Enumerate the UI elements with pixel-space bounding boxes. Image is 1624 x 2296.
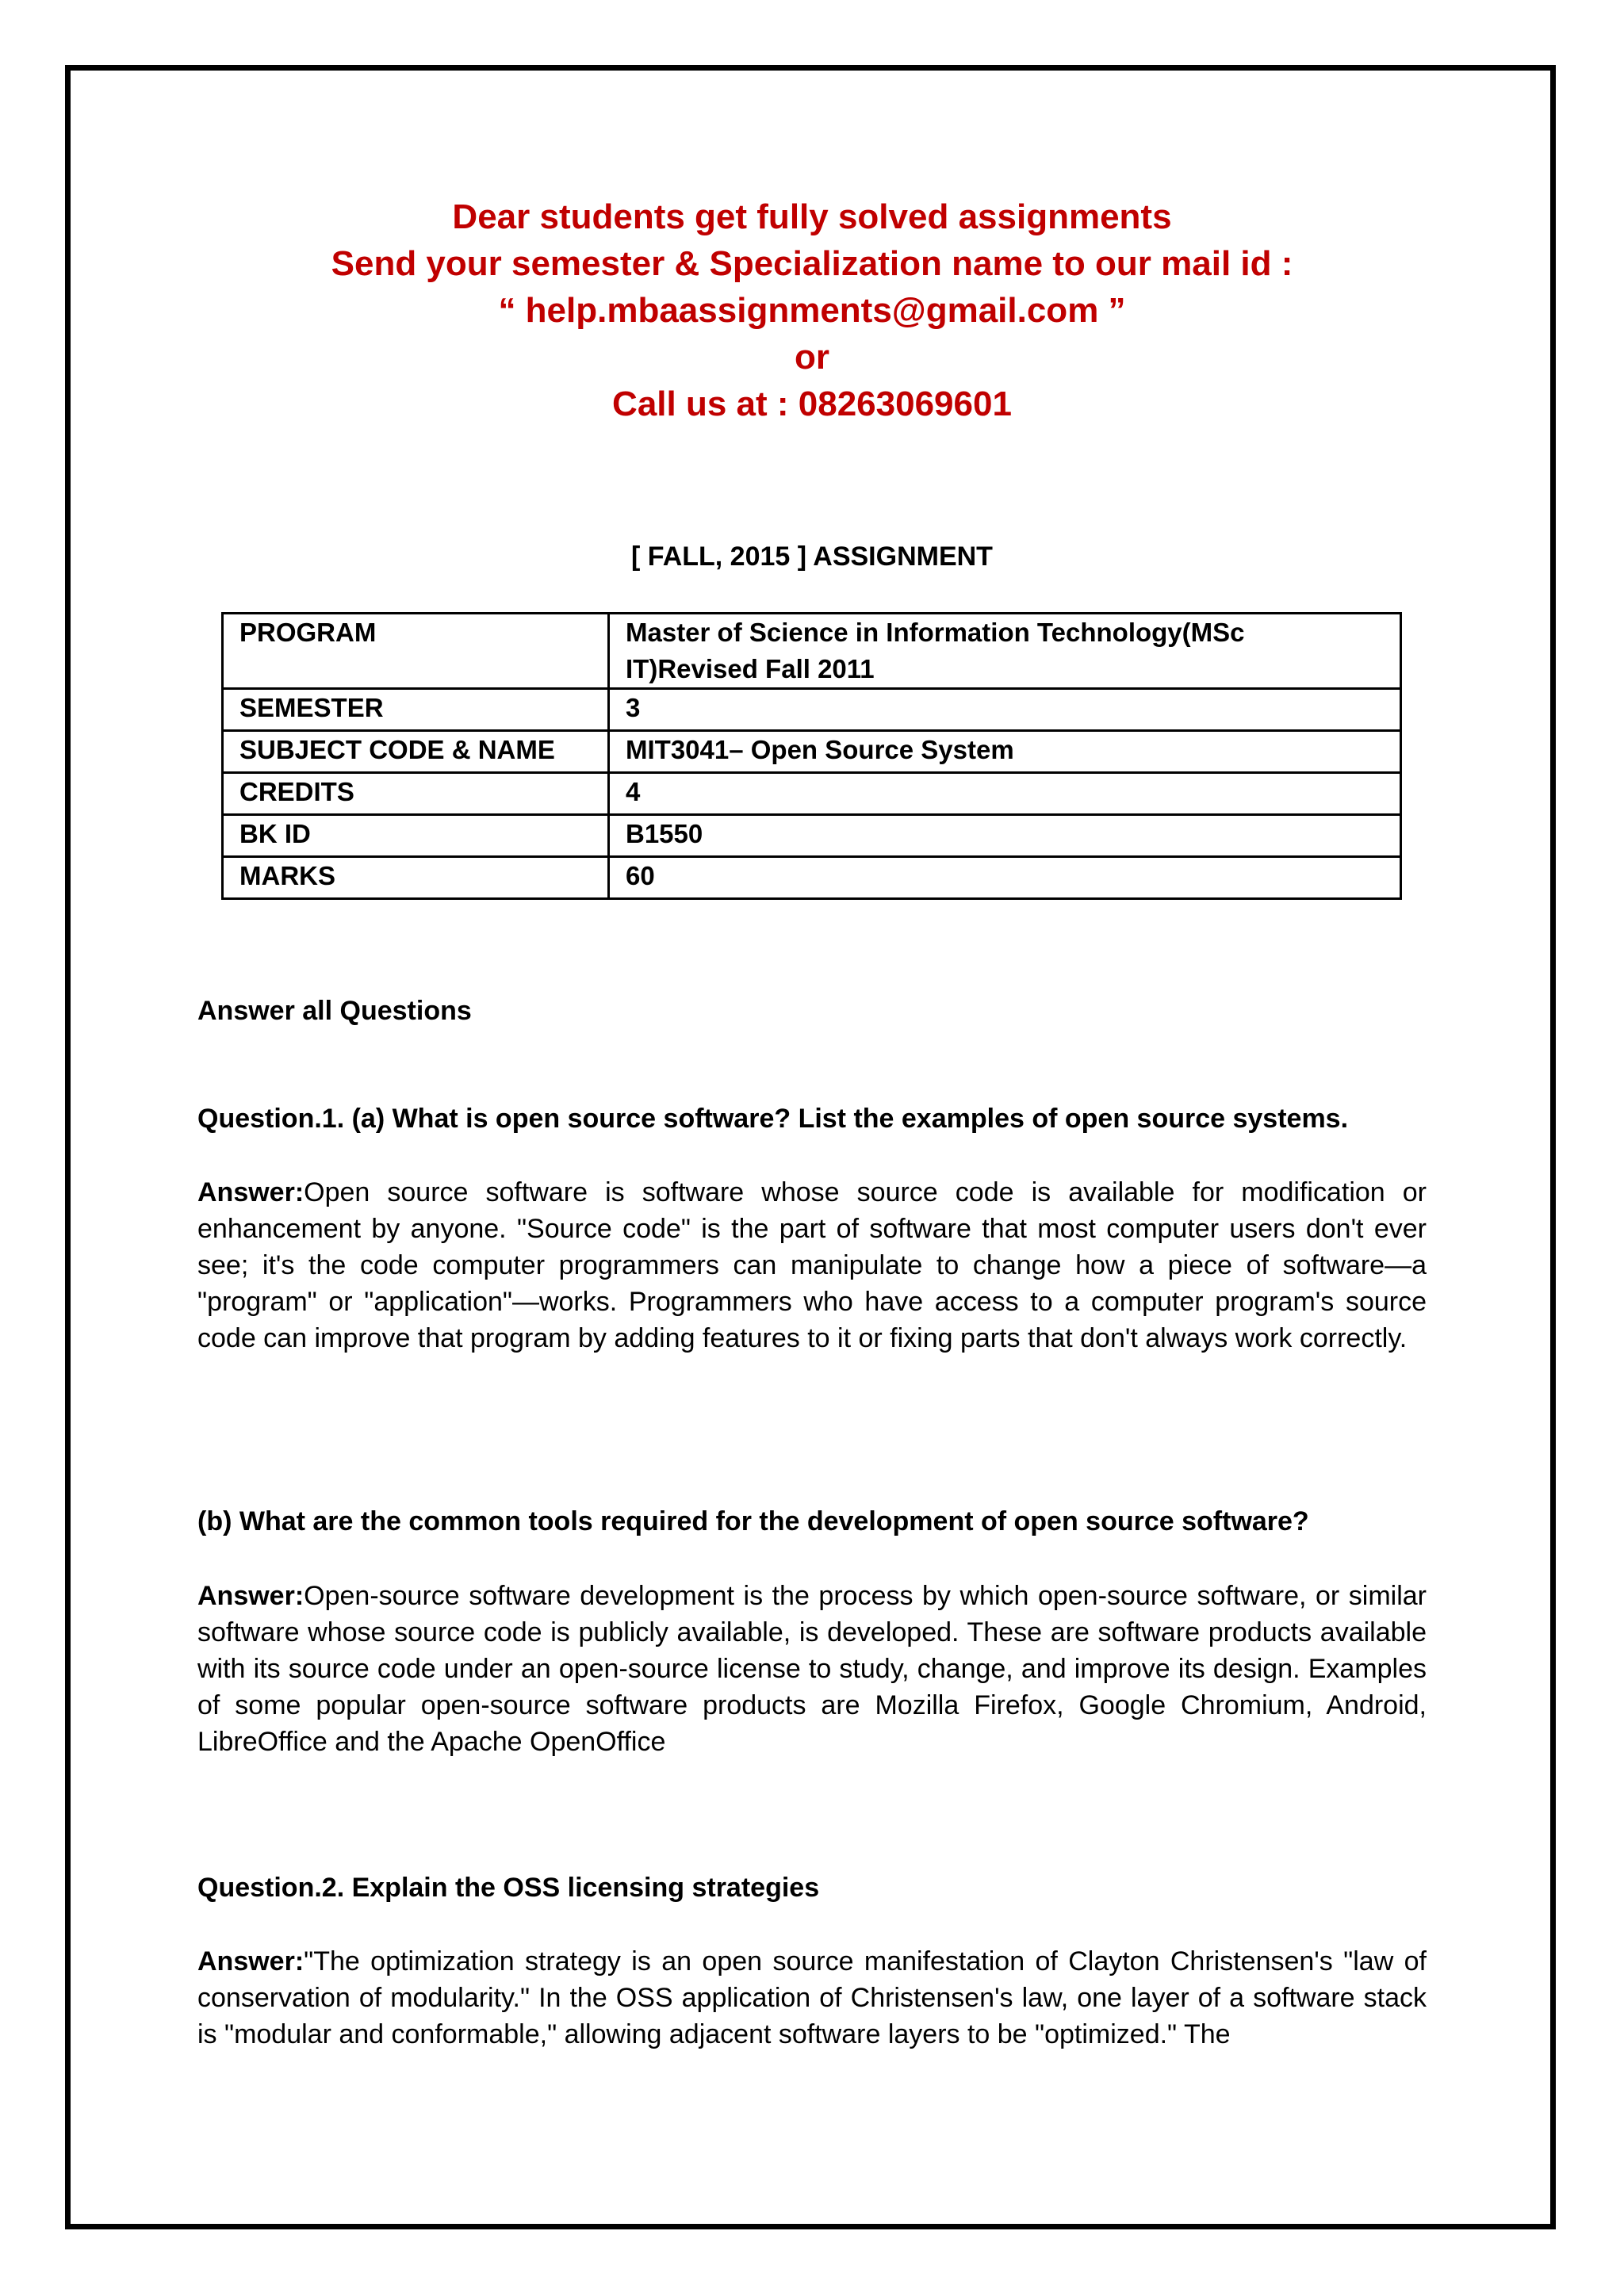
- question-1a: Question.1. (a) What is open source software? List the examples of open source systems.: [197, 1104, 1349, 1134]
- table-value: MIT3041– Open Source System: [609, 731, 1401, 773]
- answer-text: Open source software is software whose source code is available for modification or enhancement by anyone. "Source code" is the part of software that most computer users don't ever see; it's the code computer programmers can manipulate to change how a piece of software—a "program" or "application"—works. Programmers who have access to a computer program's source code can improve that program by adding features to it or fixing parts that don't always work correctly.: [197, 1177, 1427, 1353]
- question-1b: (b) What are the common tools required for the development of open source software?: [197, 1506, 1309, 1536]
- promo-line-2: Send your semester & Specialization name to our mail id :: [331, 244, 1293, 283]
- table-row: [223, 689, 1401, 731]
- answer-label: Answer:: [197, 1581, 304, 1611]
- table-value: Master of Science in Information Technology(MSc IT)Revised Fall 2011: [609, 614, 1401, 689]
- answer-label: Answer:: [197, 1946, 304, 1976]
- promo-phone: Call us at : 08263069601: [612, 385, 1012, 423]
- table-value: 60: [609, 857, 1401, 899]
- assignment-info-table: [221, 612, 1402, 900]
- answer-label: Answer:: [197, 1177, 304, 1207]
- answer-text: "The optimization strategy is an open source manifestation of Clayton Christensen's "law of conservation of modularity." In the OSS application of Christensen's law, one layer of a software stack is "modular and conformable," allowing adjacent software layers to be "optimized." The: [197, 1946, 1427, 2049]
- table-row: [223, 815, 1401, 857]
- table-row: [223, 773, 1401, 815]
- table-value: B1550: [609, 815, 1401, 857]
- table-value: 4: [609, 773, 1401, 815]
- promo-line-1: Dear students get fully solved assignments: [452, 197, 1172, 236]
- promo-block: [0, 193, 1624, 427]
- answer-1a: [197, 1174, 1427, 1357]
- question-2: Question.2. Explain the OSS licensing strategies: [197, 1873, 820, 1903]
- answer-text: Open-source software development is the process by which open-source software, or similar software whose source code is publicly available, is developed. These are software products available with its source code under an open-source license to study, change, and improve its design. Examples of some popular open-source software products are Mozilla Firefox, Google Chromium, Android, LibreOffice and the Apache OpenOffice: [197, 1581, 1427, 1757]
- answer-1b: [197, 1578, 1427, 1760]
- table-key: CREDITS: [223, 773, 609, 815]
- assignment-title: [ FALL, 2015 ] ASSIGNMENT: [631, 541, 993, 572]
- promo-or: or: [795, 338, 829, 377]
- table-key: SUBJECT CODE & NAME: [223, 731, 609, 773]
- table-row: [223, 731, 1401, 773]
- table-value: 3: [609, 689, 1401, 731]
- table-key: PROGRAM: [223, 614, 609, 689]
- table-key: SEMESTER: [223, 689, 609, 731]
- promo-email: “ help.mbaassignments@gmail.com ”: [498, 291, 1126, 330]
- answer-2: [197, 1943, 1427, 2053]
- instructions: Answer all Questions: [197, 996, 472, 1026]
- table-row: [223, 857, 1401, 899]
- table-key: BK ID: [223, 815, 609, 857]
- table-row: [223, 614, 1401, 689]
- table-key: MARKS: [223, 857, 609, 899]
